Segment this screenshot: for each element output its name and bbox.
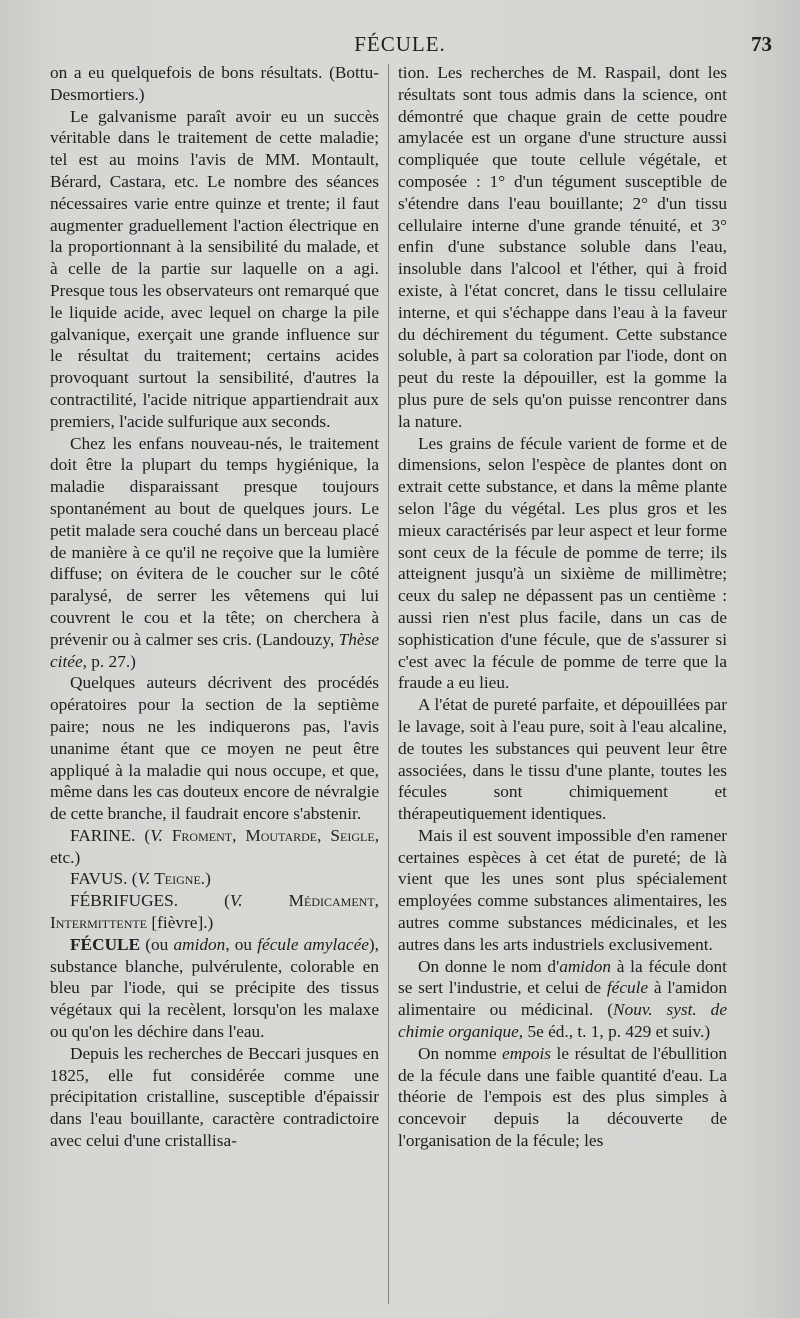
entry-text: ), substance blanche, pulvérulente, colorable en bleu par l'iode, qui se précipite des tissus végétaux qui la recèlent, lorsqu'on les malaxe ou qu'on les déchire dans l'eau.	[50, 934, 379, 1042]
entry-paren: (	[135, 825, 151, 845]
paragraph-galvanisme: Le galvanisme paraît avoir eu un succès véritable dans le traitement de cette maladie; tel est au moins l'avis de MM. Montault, Bérard, Castara, etc. Le nombre des séances nécessaires varie entre quinze et trente; il faut augmenter graduellement l'action électrique en la proportionnant à la sensibilité du malade, et à celle de la partie sur laquelle on a agi. Presque tous les observateurs ont remarqué que le liquide acide, avec lequel on charge la pile galvanique, exerçait une grande influence sur le résultat du traitement; certains acides provoquant surtout la sensibilité, d'autres la contractilité, l'acide nitrique appartiendrait aux premiers, l'acide sulfurique aux seconds.	[50, 106, 379, 431]
paragraph-purete: A l'état de pureté parfaite, et dépouillées par le lavage, soit à l'eau pure, soit à l'eau alcaline, de toutes les substances qui peuvent leur être associées, dans le tissu d'une plante, toutes les fécules sont chimiquement et thérapeutiquement identiques.	[398, 695, 727, 824]
see-marker: V.	[137, 869, 151, 889]
column-divider	[388, 64, 389, 1304]
citation-page: , p. 27.)	[82, 651, 136, 671]
entry-tail: )	[205, 869, 211, 889]
entry-headword: FAVUS.	[70, 869, 128, 889]
citation-title: Nouv. syst. de chimie organique	[398, 1000, 727, 1042]
entry-favus	[50, 868, 379, 890]
see-marker: V.	[229, 891, 243, 911]
paragraph-continuation: on a eu quelquefois de bons résultats. (Bottu-Desmortiers.)	[50, 63, 379, 104]
entry-headword: FARINE.	[70, 825, 136, 845]
running-head	[0, 32, 800, 62]
see-marker: V.	[150, 825, 163, 845]
entry-farine	[50, 825, 379, 869]
term: empois	[502, 1043, 552, 1063]
citation-title: Thèse citée	[50, 629, 379, 671]
paragraph-procedes: Quelques auteurs décrivent des procédés opératoires pour la section de la septième paire; nous ne les indiquerons pas, l'avis unanime étant que ce moyen ne peut être appliqué à la maladie qui nous occupe, et que, même dans les cas douteux encore de névralgie de cette branche, il faudrait encore s'abstenir.	[50, 673, 379, 824]
synonym: amidon	[173, 934, 226, 954]
entry-text: , ou	[225, 934, 258, 954]
entry-febrifuges	[50, 890, 379, 934]
cross-reference: Médicament, Intermittente	[50, 891, 380, 933]
paragraph-text: le résultat de l'ébullition de la fécule dans une faible quantité d'eau. La théorie de l'empois est des plus simples à concevoir depuis la découverte de l'organisation de la fécule; les	[398, 1043, 727, 1151]
right-column	[398, 62, 727, 1152]
paragraph-text: à la fécule dont se sert l'industrie, et celui de	[398, 956, 727, 998]
running-title: FÉCULE.	[354, 32, 446, 56]
paragraph-text: On nomme	[418, 1043, 503, 1063]
paragraph-empois	[398, 1043, 727, 1152]
cross-reference: Froment, Moutarde, Seigle	[162, 825, 375, 845]
paragraph-especes: Mais il est souvent impossible d'en ramener certaines espèces à cet état de pureté; de là vient que les unes sont plus spécialement employées comme substances alimentaires, les autres comme substances médicinales, et les autres dans les arts industriels exclusivement.	[398, 825, 727, 954]
cross-reference: Teigne.	[150, 869, 206, 889]
entry-paren: (	[178, 891, 230, 911]
citation-page: , 5e éd., t. 1, p. 429 et suiv.)	[518, 1022, 711, 1042]
paragraph-enfans	[50, 433, 379, 673]
paragraph-grains: Les grains de fécule varient de forme et de dimensions, selon l'espèce de plantes dont on extrait cette substance, et dans la même plante selon l'âge du végétal. Les plus gros et les mieux caractérisés par leur aspect et leur forme sont ceux de la fécule de pomme de terre; ils atteignent jusqu'à un sixième de millimètre; ceux du salep ne dépassent pas un centième : aussi rien n'est plus facile, dans un cas de sophistication d'une fécule, que de s'assurer si c'est avec la fécule de pomme de terre que la fraude a eu lieu.	[398, 433, 727, 693]
entry-paren: (	[127, 869, 138, 889]
entry-text: (ou	[140, 934, 174, 954]
term: fécule	[606, 978, 649, 998]
paragraph-raspail: tion. Les recherches de M. Raspail, dont les résultats sont tous admis dans la science, ont démontré que chaque grain de cette poudre amylacée est un organe d'une structure aussi compliquée que toute cellule végétale, et composée : 1° d'un tégument susceptible de s'étendre dans l'eau bouillante; 2° d'un tissu cellulaire interne d'une grande ténuité, et 3° enfin d'une substance soluble dans l'eau, insoluble dans l'alcool et l'éther, qui à froid existe, à l'état concret, dans le tissu cellulaire interne, et qui s'échappe dans l'eau à la faveur du déchirement du tégument. Cette substance soluble, à part sa coloration par l'iode, dont on peut du reste la dépouiller, est la gomme la plus pure de sels qu'on puisse rencontrer dans la nature.	[398, 63, 727, 431]
paragraph-text: On donne le nom d'	[418, 956, 560, 976]
paragraph-text: Chez les enfans nouveau-nés, le traitement doit être la plupart du temps hygiénique, la maladie disparaissant presque toujours spontanément au bout de quelques jours. Le petit malade sera couché dans un berceau placé de manière à ce qu'il ne reçoive que la lumière diffuse; on évitera de le coucher sur le côté paralysé, de serrer les vêtemens qui lui couvrent le cou et la tête; on cherchera à prévenir ou à calmer ses cris. (Landouzy,	[50, 433, 379, 649]
entry-fecule	[50, 934, 379, 1043]
left-column	[50, 62, 379, 1152]
paragraph-amidon	[398, 956, 727, 1043]
entry-headword: FÉBRIFUGES.	[70, 891, 179, 911]
term: amidon	[559, 956, 612, 976]
entry-headword: FÉCULE	[70, 934, 141, 954]
paragraph-text: à l'amidon alimentaire ou médicinal. (	[398, 978, 727, 1020]
paragraph-beccari: Depuis les recherches de Beccari jusques en 1825, elle fut considérée comme une précipitation cristalline, susceptible d'épaissir dans l'eau bouillante, caractère contradictoire avec celui d'une cristallisa-	[50, 1043, 379, 1151]
entry-tail: , etc.)	[50, 825, 380, 867]
entry-tail: [fièvre].)	[147, 913, 214, 933]
page-number: 73	[751, 32, 772, 56]
synonym: fécule amylacée	[257, 934, 369, 954]
